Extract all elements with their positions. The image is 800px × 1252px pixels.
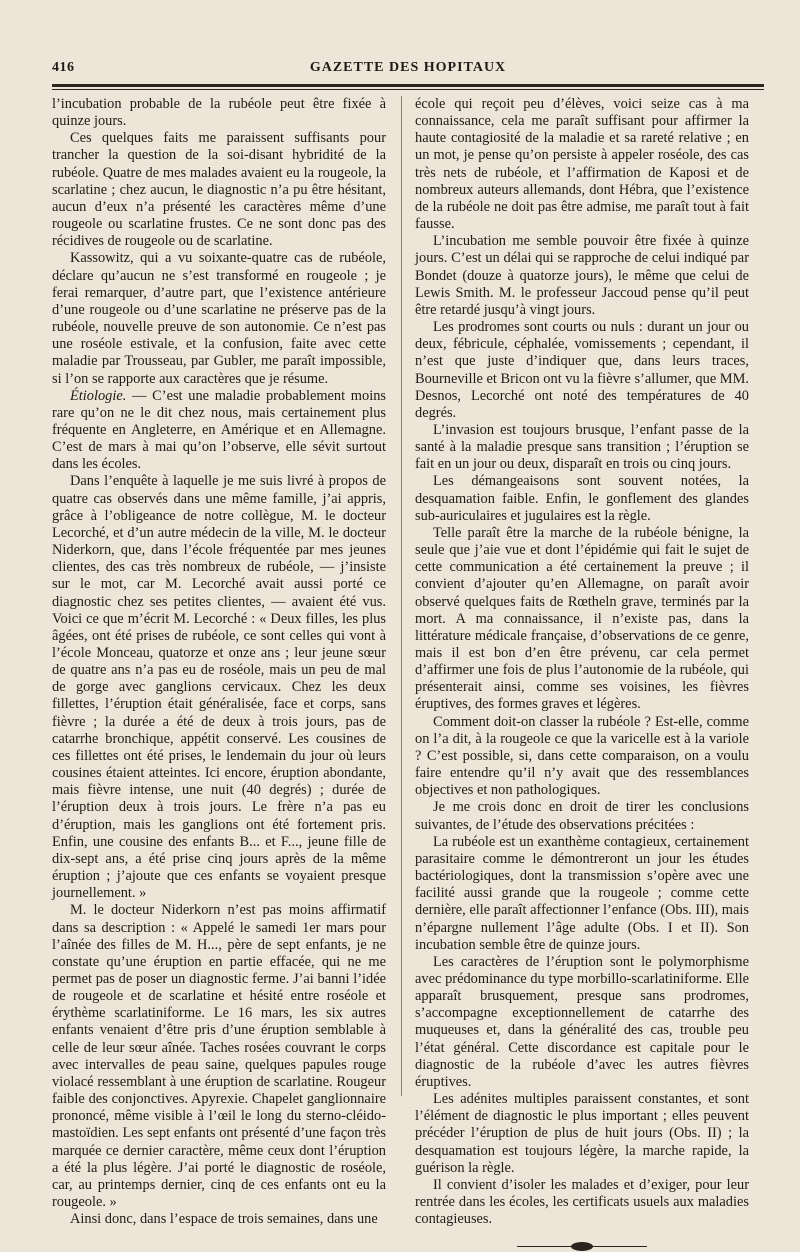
paragraph: Les démangeaisons sont souvent notées, la desquamation faible. Enfin, le gonflement des glandes sub-auriculaires et jugulaires est la règle.: [415, 473, 749, 524]
paragraph: Ces quelques faits me paraissent suffisants pour trancher la question de la soi-disant hybridité de la rubéole. Quatre de mes malades avaient eu la rougeole, la scarlatine ; chez aucun, le diagnostic n’a pu être hésitant, aucun d’eux n’a présenté les caractères même d’une rougeole ou scarlatine frustes. Ce ne sont donc pas des récidives de rougeole ou de scarlatine.: [52, 130, 386, 250]
paragraph: Dans l’enquête à laquelle je me suis livré à propos de quatre cas observés dans une même famille, j’ai appris, grâce à l’obligeance de notre collègue, M. le docteur Lecorché, et d’un autre médecin de la ville, M. le docteur Niderkorn, que, dans l’école fréquentée par mes jeunes clientes, des cas très nombreux de rubéole, — j’insiste sur le mot, car M. Lecorché avait aussi porté ce diagnostic chez ses petites clientes, — avaient été vus. Voici ce que m’écrit M. Lecorché : « Deux filles, les plus âgées, ont été prises de rubéole, ce sont celles qui vont à l’école Monceau, quatorze et onze ans ; leur jeune sœur de quatre ans n’a pas eu de roséole, mais un peu de mal de gorge avec ganglions cervicaux. Chez les deux fillettes, l’éruption était généralisée, face et corps, sans fièvre ; la durée a été de deux à trois jours, pas de catarrhe bronchique, appétit conservé. Les cousines de ces fillettes ont été prises, le lendemain du jour où leurs cousines étaient atteintes. Ici encore, éruption abondante, mais fièvre intense, une nuit (40 degrés) ; durée de l’éruption deux à trois jours. Le frère n’a pas eu d’éruption, mais les ganglions ont été fortement pris. Enfin, une cousine des enfants B... et F..., jeune fille de dix-sept ans, a été prise cinq jours après de la même éruption ; j’ajoute que ces enfants se voyaient presque journellement. »: [52, 473, 386, 902]
paragraph: Je me crois donc en droit de tirer les conclusions suivantes, de l’étude des observations précitées :: [415, 799, 749, 833]
header-rule-thin: [52, 89, 764, 90]
section-heading: Étiologie.: [70, 387, 127, 404]
paragraph: M. le docteur Niderkorn n’est pas moins affirmatif dans sa description : « Appelé le samedi 1er mars pour l’aînée des filles de M. H..., père de sept enfants, je ne constate qu’une éruption en partie effacée, qui ne me permet pas de poser un diagnostic ferme. J’ai banni l’idée de rougeole et de scarlatine et hésité entre roséole et érythème scarlatiniforme. Le 16 mars, les six autres enfants venaient d’être pris d’une éruption semblable à celle de leur sœur aînée. Taches rosées couvrant le corps avec intervalles de peau saine, quelques papules rouge violacé ressemblant à une éruption de scarlatine. Rougeur faible des conjonctives. Apyrexie. Chapelet ganglionnaire prononcé, même visible à l’œil le long du sterno-cléido-mastoïdien. Les sept enfants ont présenté d’une façon très marquée ce dernier caractère, même ceux dont l’éruption a été la plus légère. J’ai porté le diagnostic de roséole, car, au printemps dernier, cinq de ces enfants ont eu la rougeole. »: [52, 902, 386, 1210]
paragraph: Les caractères de l’éruption sont le polymorphisme avec prédominance du type morbillo-scarlatiniforme. Elle apparaît brusquement, presque sans prodromes, s’accompagne exceptionnellement de catarrhe des muqueuses et, dans la généralité des cas, trouble peu l’état général. Cette discordance est capitale pour le diagnostic de la rubéole d’avec les autres fièvres éruptives.: [415, 953, 749, 1090]
paragraph: Ainsi donc, dans l’espace de trois semaines, dans une: [70, 1211, 378, 1228]
paragraph: Kassowitz, qui a vu soixante-quatre cas de rubéole, déclare qu’aucun ne s’est transformé en rougeole ; je ferai remarquer, d’autre part, que l’existence antérieure d’une rougeole ou d’une scarlatine ne préserve pas de la rubéole, nouvelle preuve de son autonomie. Ce n’est pas une roséole estivale, et la confusion, faite avec cette maladie par Trousseau, par Gubler, me paraît impossible, si l’on se rapporte aux caractères que je résume.: [52, 250, 386, 387]
paragraph: école qui reçoit peu d’élèves, voici seize cas à ma connaissance, cela me paraît suffisant pour affirmer la haute contagiosité de la maladie et sa rareté relative ; en un mot, je pense qu’on persiste à appeler roséole, des cas très nets de rubéole, et l’affirmation de Kaposi et de nombreux auteurs allemands, dont Hébra, que l’existence de la rubéole ne doit pas être admise, me paraît tout à fait fausse.: [415, 96, 749, 233]
paragraph-text: — C’est une maladie probablement moins rare qu’on ne le dit chez nous, mais certainement plus fréquente en Angleterre, en Amérique et en Allemagne. C’est de mars à mai qu’on l’observe, elle sévit surtout dans les écoles.: [52, 387, 386, 473]
paragraph-etiologie: [52, 388, 386, 474]
paragraph: Telle paraît être la marche de la rubéole bénigne, la seule que j’aie vue et dont l’épidémie qui fait le sujet de cette communication a été certainement la preuve ; il convient d’ajouter qu’en Allemagne, on paraît avoir observé quelques faits de Rœtheln grave, terminés par la mort. A ma connaissance, il n’existe pas, dans la littérature médicale française, d’observations de ce genre, mais il est bon d’en être prévenu, car cela permet d’affirmer une fois de plus l’autonomie de la rubéole, qui présenterait ainsi, comme ses voisines, les fièvres éruptives, des formes graves et légères.: [415, 524, 749, 713]
page-header: [52, 58, 764, 80]
journal-title: GAZETTE DES HOPITAUX: [309, 60, 507, 75]
column-divider: [401, 96, 402, 1096]
paragraph: L’incubation me semble pouvoir être fixée à quinze jours. C’est un délai qui se rapproche de celui indiqué par Bondet (douze à quatorze jours), le même que celui de Lewis Smith. M. le professeur Jaccoud pense qu’il peut être retardé jusqu’à vingt jours.: [415, 233, 749, 318]
left-column: [52, 96, 386, 1228]
paragraph: L’invasion est toujours brusque, l’enfant passe de la santé à la maladie presque sans transition ; l’éruption se fait en un jour ou deux, disparaît en trois ou cinq jours.: [415, 421, 749, 473]
paragraph: Il convient d’isoler les malades et d’exiger, pour leur rentrée dans les écoles, les certificats usuels aux maladies contagieuses.: [415, 1176, 749, 1228]
end-ornament: [517, 1242, 647, 1252]
page-number: 416: [52, 60, 75, 75]
paragraph: l’incubation probable de la rubéole peut être fixée à quinze jours.: [52, 96, 386, 130]
right-column: [415, 96, 749, 1252]
paragraph: Les prodromes sont courts ou nuls : durant un jour ou deux, fébricule, céphalée, vomissements ; cependant, il n’est que juste d’indiquer que, dans leurs traces, Bourneville et Bricon ont vu la fièvre s’allumer, que MM. Desnos, Lecorché ont noté des températures de 40 degrés.: [415, 319, 749, 421]
paragraph: Les adénites multiples paraissent constantes, et sont l’élément de diagnostic le plus important ; elles peuvent précéder l’éruption de plus de huit jours (Obs. II) ; la desquamation est toujours légère, la marche rapide, la guérison la règle.: [415, 1091, 749, 1176]
header-rule: [52, 84, 764, 87]
paragraph: La rubéole est un exanthème contagieux, certainement parasitaire comme le démontreront un jour les études bactériologiques, dont la transmission s’opère avec une facilité aussi grande que la rougeole ; comme cette dernière, elle paraît affectionner l’enfance (Obs. III), mais n’épargne nullement l’âge adulte (Obs. I et II). Son incubation semble être de quinze jours.: [415, 833, 749, 953]
ornament-center: [571, 1242, 593, 1251]
paragraph: Comment doit-on classer la rubéole ? Est-elle, comme on l’a dit, à la rougeole ce que la varicelle est à la variole ? C’est possible, si, dans cette comparaison, on a voulu faire entendre qu’il n’y avait que des ressemblances objectives et non pathologiques.: [415, 713, 749, 799]
